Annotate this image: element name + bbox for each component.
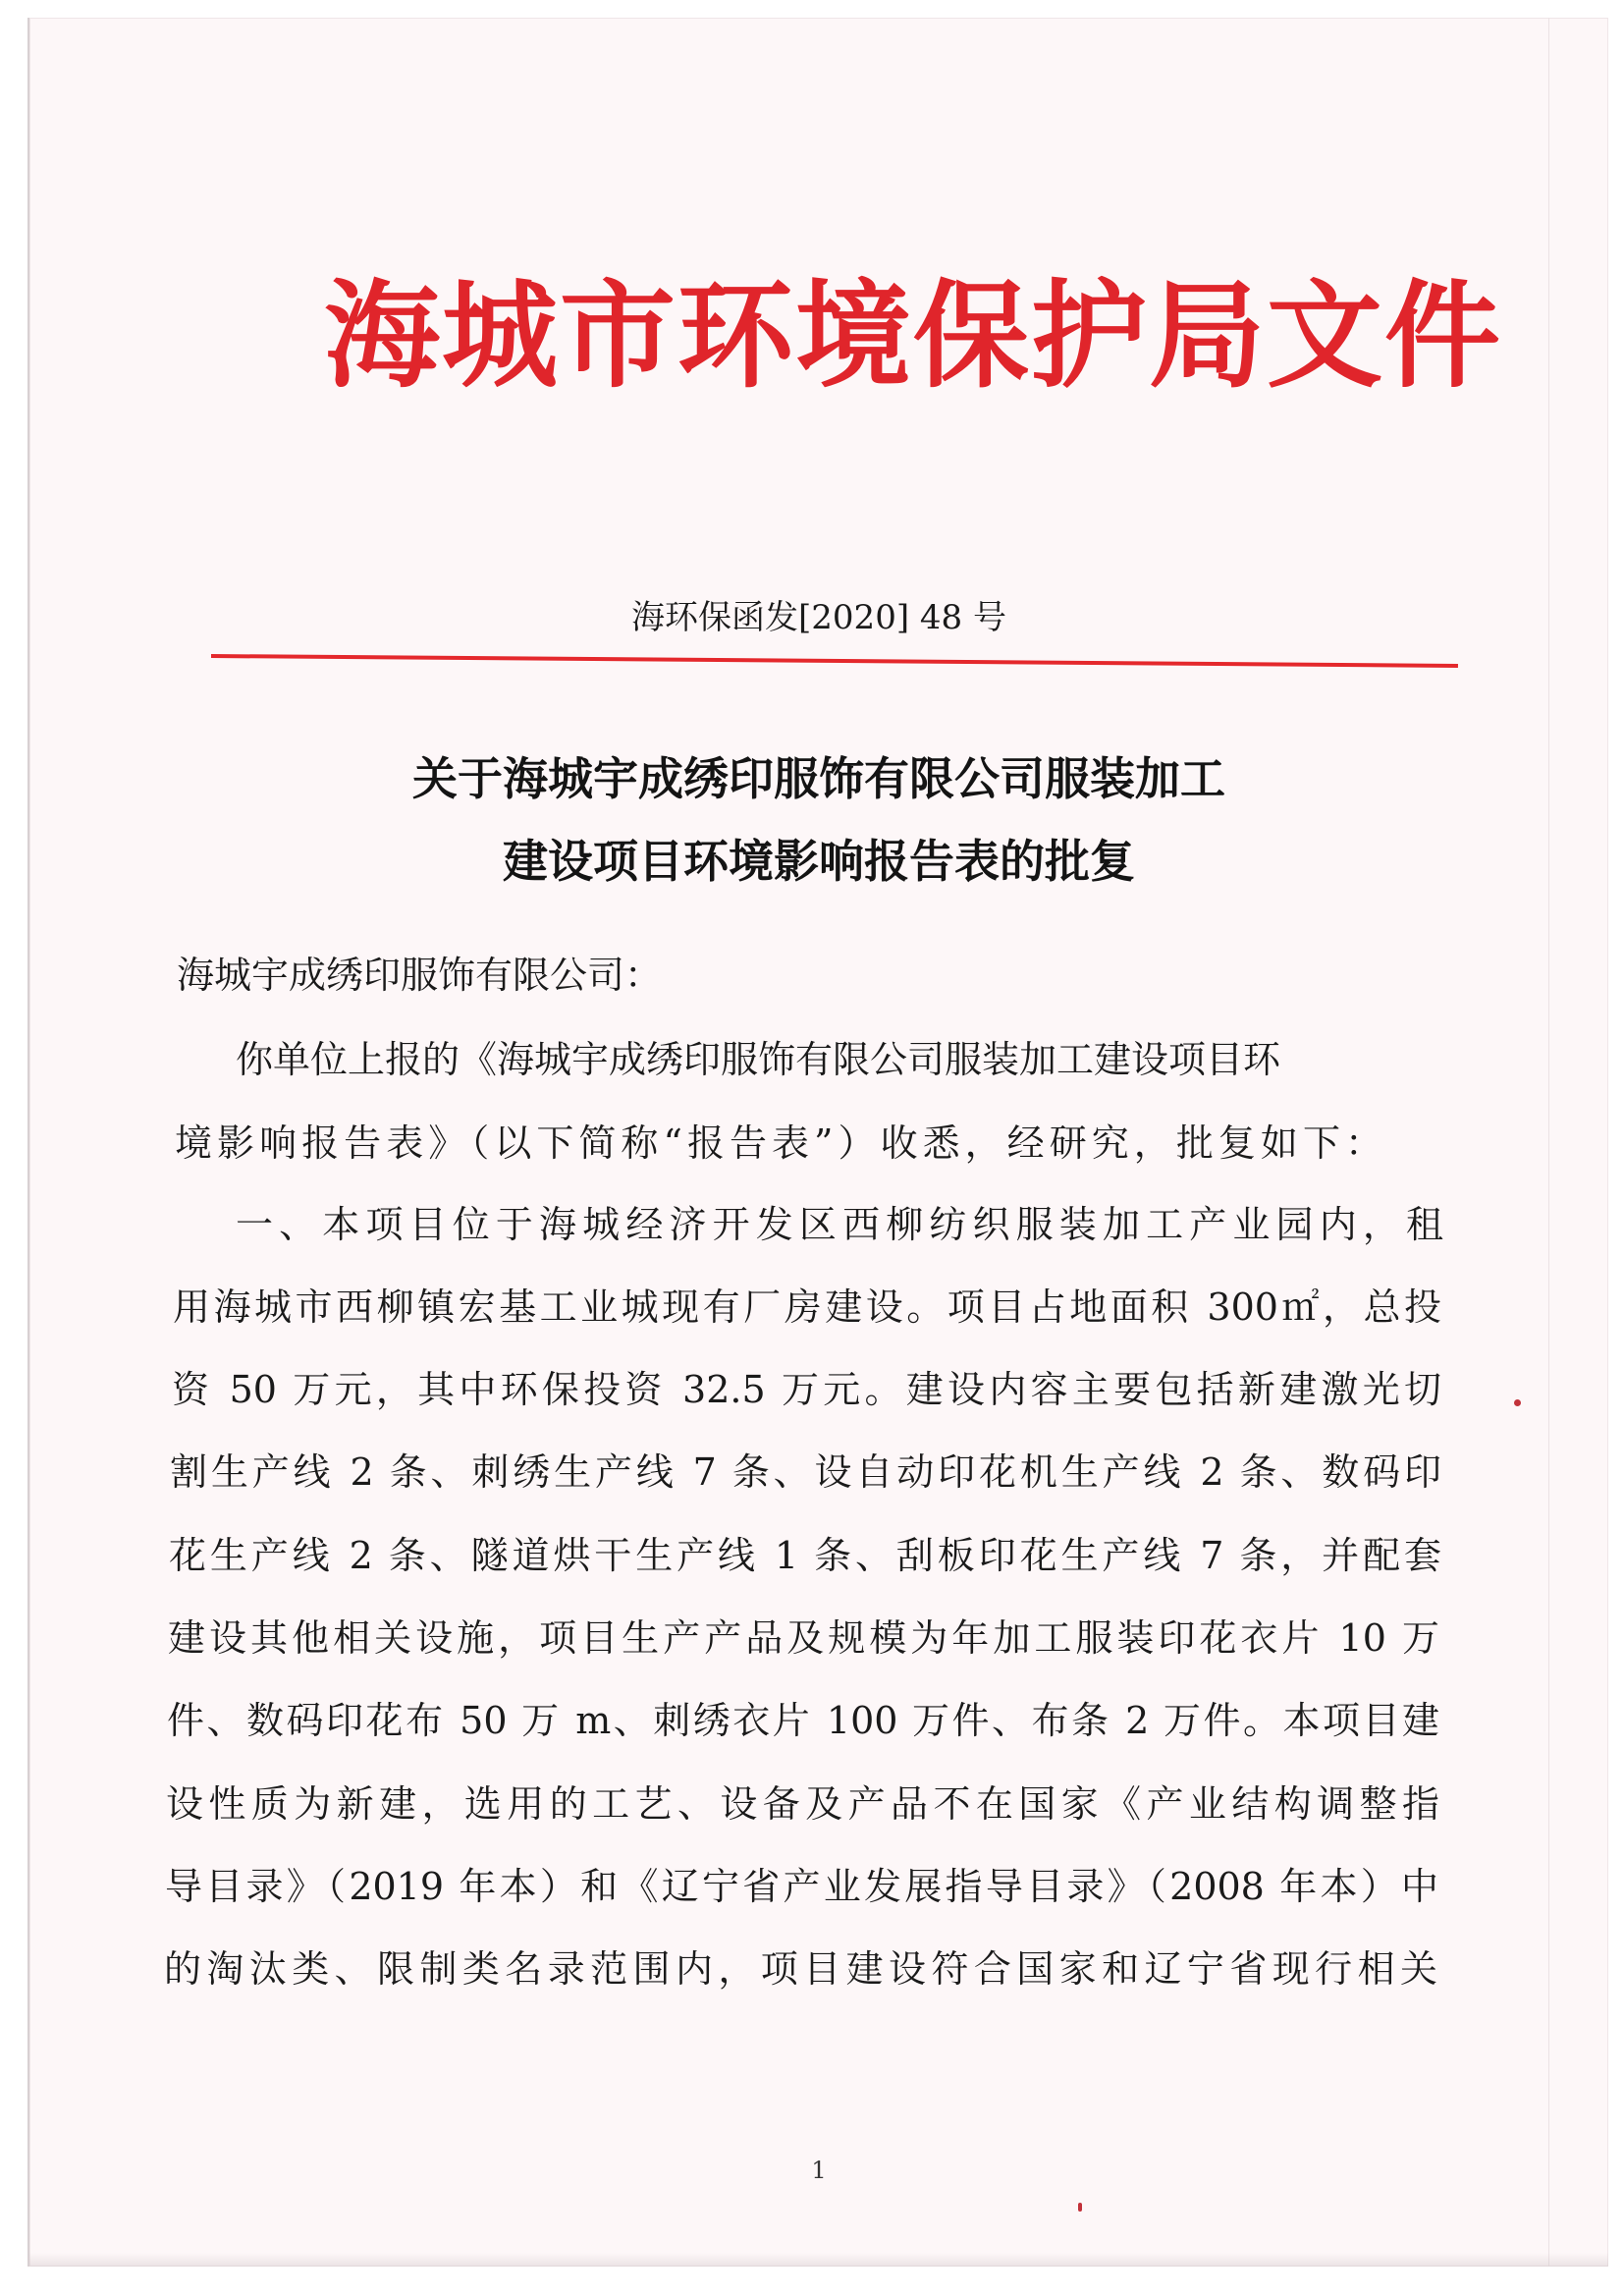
ink-speck — [1514, 1399, 1521, 1406]
body-line-5: 资 50 万元，其中环保投资 32.5 万元。建设内容主要包括新建激光切 — [172, 1368, 1441, 1411]
body-line-1: 你单位上报的《海城宇成绣印服饰有限公司服装加工建设项目环 — [236, 1038, 1281, 1081]
body-line-12: 的淘汰类、限制类名录范围内，项目建设符合国家和辽宁省现行相关 — [164, 1947, 1437, 1991]
page-edge-line — [1548, 18, 1549, 2267]
body-line-2: 境影响报告表》（以下简称“报告表”）收悉，经研究，批复如下： — [175, 1121, 1382, 1165]
body-line-8: 建设其他相关设施，项目生产产品及规模为年加工服装印花衣片 10 万 — [168, 1616, 1439, 1660]
document-page — [27, 18, 1608, 2267]
subject-line-1: 关于海城宇成绣印服饰有限公司服装加工 — [412, 752, 1225, 805]
body-line-11: 导目录》（2019 年本）和《辽宁省产业发展指导目录》（2008 年本）中 — [165, 1865, 1438, 1908]
body-line-7: 花生产线 2 条、隧道烘干生产线 1 条、刮板印花生产线 7 条，并配套 — [169, 1534, 1441, 1577]
addressee: 海城宇成绣印服饰有限公司： — [177, 954, 663, 997]
document-number: 海环保函发[2020] 48 号 — [631, 598, 1006, 637]
body-line-4: 用海城市西柳镇宏基工业城现有厂房建设。项目占地面积 300㎡，总投 — [173, 1285, 1441, 1329]
red-divider-line — [211, 654, 1458, 668]
body-line-6: 割生产线 2 条、刺绣生产线 7 条、设自动印花机生产线 2 条、数码印 — [170, 1450, 1441, 1494]
page-number: 1 — [811, 2157, 827, 2184]
ink-mark — [1078, 2203, 1082, 2212]
body-line-9: 件、数码印花布 50 万 m、刺绣衣片 100 万件、布条 2 万件。本项目建 — [167, 1699, 1439, 1742]
body-line-3: 一、本项目位于海城经济开发区西柳纺织服装加工产业园内，租 — [236, 1203, 1443, 1246]
subject-line-2: 建设项目环境影响报告表的批复 — [503, 835, 1135, 888]
body-line-10: 设性质为新建，选用的工艺、设备及产品不在国家《产业结构调整指 — [166, 1782, 1439, 1826]
page-bottom-shadow — [29, 2253, 1608, 2267]
document-header-title: 海城市环境保护局文件 — [324, 267, 1503, 404]
